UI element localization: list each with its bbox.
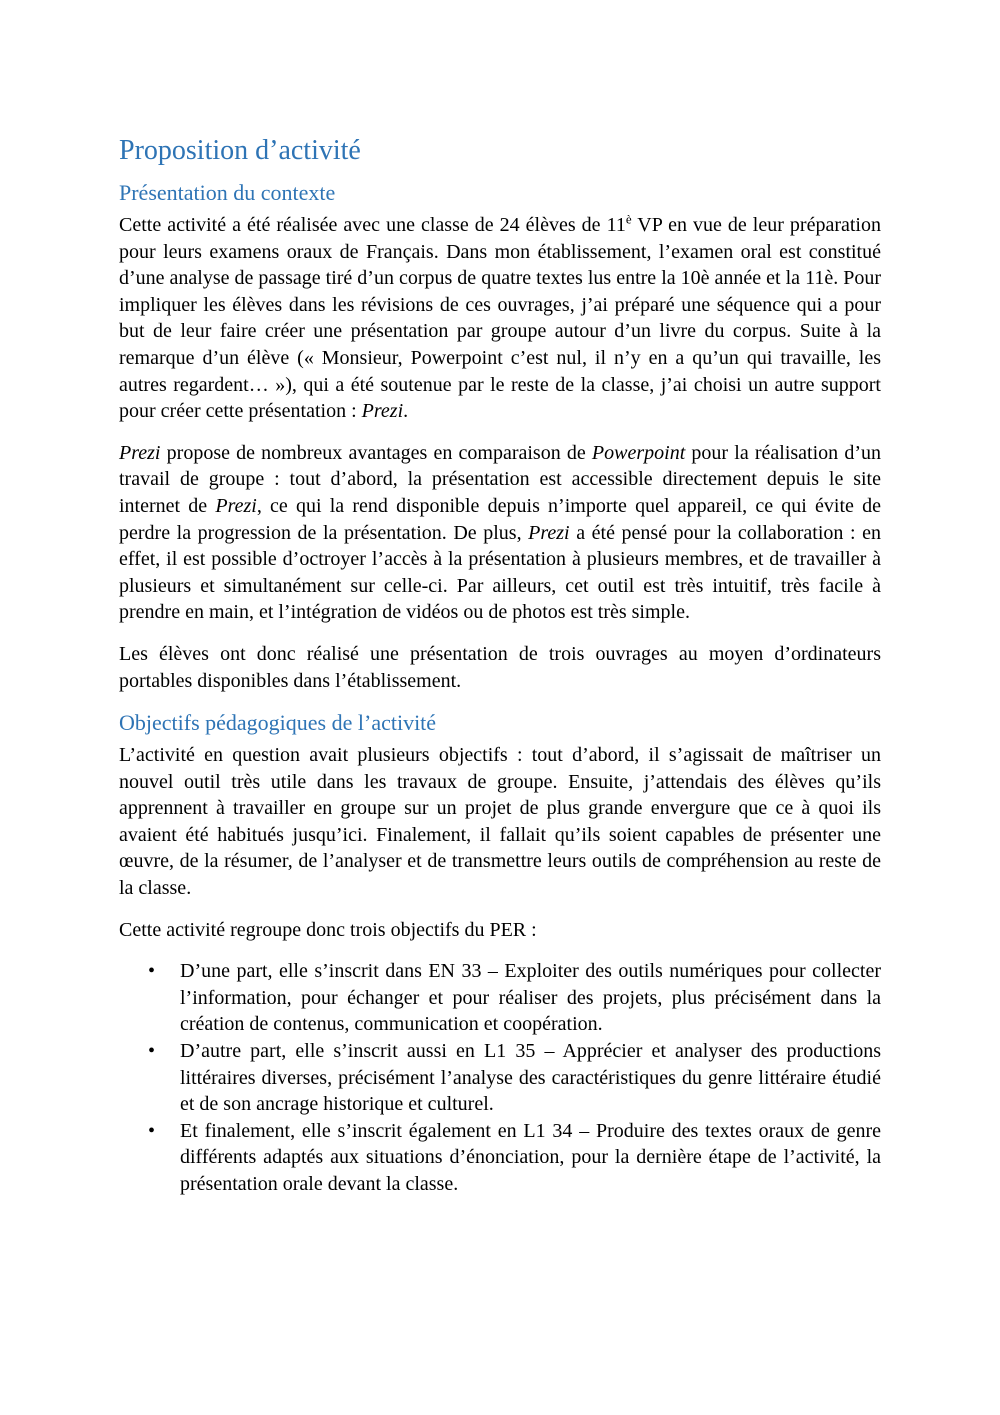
text-run: Cette activité regroupe donc trois objectifs du PER : xyxy=(119,918,537,941)
text-run: pour la réalisation d’un travail de groupe : tout d’abord, la présentation est accessible directement depuis le site internet de xyxy=(119,441,881,517)
text-run: . xyxy=(403,400,409,423)
text-run: , ce qui la rend disponible depuis n’importe quel appareil, ce qui évite de perdre la progression de la présentation. De plus, xyxy=(119,494,881,544)
text-run: D’autre part, elle s’inscrit aussi en L1 35 – Apprécier et analyser des productions littéraires diverses, précisément l’analyse des caractéristiques du genre littéraire étudié et de son ancrage historique et culturel. xyxy=(180,1040,881,1116)
list-item xyxy=(119,1038,881,1118)
paragraph xyxy=(119,641,881,694)
section-heading: Présentation du contexte xyxy=(119,180,336,205)
italic-text-run: Prezi xyxy=(119,441,161,464)
italic-text-run: Prezi xyxy=(361,400,404,423)
text-run: D’une part, elle s’inscrit dans EN 33 – Exploiter des outils numériques pour collecter l’information, pour échanger et pour réaliser des projets, plus précisément dans la création de contenus, communication et coopération. xyxy=(180,960,881,1036)
bullet-icon: • xyxy=(148,1040,156,1063)
italic-text-run: Powerpoint xyxy=(591,441,686,464)
paragraph xyxy=(119,917,881,944)
list-item xyxy=(119,958,881,1038)
bullet-list xyxy=(119,958,881,1197)
superscript-text-run: è xyxy=(625,211,632,227)
paragraph xyxy=(119,212,881,425)
document-content xyxy=(119,133,881,1198)
text-run: VP en vue de leur préparation pour leurs examens oraux de Français. Dans mon établissement, l’examen oral est constitué d’une analyse de passage tiré d’un corpus de quatre textes lus entre la 10è année et la 11è. Pour impliquer les élèves dans les révisions de ces ouvrages, j’ai préparé une séquence qui a pour but de leur faire créer une présentation par groupe autour d’un livre du corpus. Suite à la remarque d’un élève (« Monsieur, Powerpoint c’est nul, il n’y en a qu’un qui travaille, les autres regardent… »), qui a été soutenue par le reste de la classe, j’ai choisi un autre support pour créer cette présentation : xyxy=(119,214,881,423)
text-run: propose de nombreux avantages en comparaison de xyxy=(160,441,592,464)
document-title: Proposition d’activité xyxy=(119,135,361,166)
text-run: Les élèves ont donc réalisé une présentation de trois ouvrages au moyen d’ordinateurs portables disponibles dans l’établissement. xyxy=(119,642,881,692)
paragraph xyxy=(119,440,881,626)
bullet-icon: • xyxy=(148,1119,156,1142)
text-run: Cette activité a été réalisée avec une classe de 24 élèves de 11 xyxy=(119,214,626,236)
italic-text-run: Prezi xyxy=(215,494,257,517)
text-run: a été pensé pour la collaboration : en effet, il est possible d’octroyer l’accès à la présentation à plusieurs membres, et de travailler à plusieurs et simultanément sur celle-ci. Par ailleurs, cet outil est très intuitif, très facile à prendre en main, et l’intégration de vidéos ou de photos est très simple. xyxy=(119,521,881,624)
bullet-icon: • xyxy=(148,960,156,983)
section-heading: Objectifs pédagogiques de l’activité xyxy=(119,710,437,736)
italic-text-run: Prezi xyxy=(528,521,570,544)
paragraph xyxy=(119,742,881,902)
text-run: L’activité en question avait plusieurs objectifs : tout d’abord, il s’agissait de maîtriser un nouvel outil très utile dans les travaux de groupe. Ensuite, j’attendais des élèves qu’ils apprennent à travailler en groupe sur un projet de plus grande envergure que ce à quoi ils avaient été habitués jusqu’ici. Finalement, il fallait qu’ils soient capables de présenter une œuvre, de la résumer, de l’analyser et de transmettre leurs outils de compréhension au reste de la classe. xyxy=(119,744,881,900)
text-run: Et finalement, elle s’inscrit également en L1 34 – Produire des textes oraux de genre différents adaptés aux situations d’énonciation, pour la dernière étape de l’activité, la présentation orale devant la classe. xyxy=(180,1119,881,1195)
list-item xyxy=(119,1118,881,1198)
